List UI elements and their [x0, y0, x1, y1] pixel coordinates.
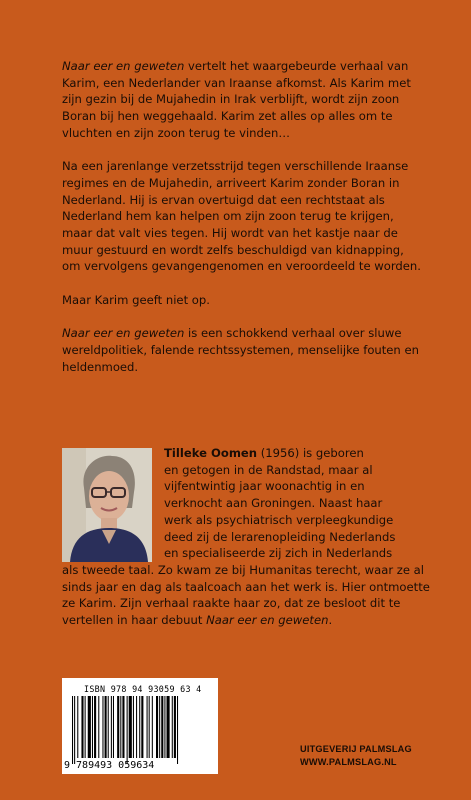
publisher-url: WWW.PALMSLAG.NL: [300, 756, 397, 767]
isbn-label: ISBN 978 94 93059 63 4: [84, 684, 202, 694]
book-title: Naar eer en geweten: [62, 59, 185, 73]
publisher-name: UITGEVERIJ PALMSLAG: [300, 744, 412, 754]
bio-line-2: en getogen in de Randstad, maar al: [164, 462, 373, 477]
blurb: [62, 58, 422, 392]
barcode-digits: 9 789493 059634: [64, 760, 155, 771]
blurb-paragraph-3: Maar Karim geeft niet op.: [62, 292, 210, 307]
bio-line-4: verknocht aan Groningen. Naast haar: [164, 496, 383, 511]
book-title: Naar eer en geweten: [62, 326, 185, 341]
bio-line-6: deed zij de lerarenopleiding Nederlands: [164, 529, 396, 544]
bio-rest: als tweede taal. Zo kwam ze bij Humanitas terecht, waar ze al sinds jaar en dag als taalcoach aan het werk is. Hier ontmoette ze Karim. Zijn verhaal raakte haar zo, dat ze besloot dit te vertellen in haar debuut Naar eer en geweten.: [62, 562, 430, 628]
bio-line-5: werk als psychiatrisch verpleegkundige: [164, 512, 394, 527]
book-title: Naar eer en geweten: [206, 613, 329, 628]
bio-line-7: en specialiseerde zij zich in Nederlands: [164, 546, 393, 561]
bio-line-3: vijfentwintig jaar woonachtig in en: [164, 479, 365, 494]
author-bio: [62, 445, 430, 629]
barcode-bars: [68, 696, 212, 764]
blurb-paragraph-4: Naar eer en geweten is een schokkend verhaal over sluwe wereldpolitiek, falende rechtssystemen, menselijke fouten en heldenmoed.: [62, 326, 419, 374]
bio-line-1: Tilleke Oomen (1956) is geboren: [164, 446, 364, 460]
publisher-info: [300, 743, 450, 768]
blurb-paragraph-1: Naar eer en geweten vertelt het waargebeurde verhaal van Karim, een Nederlander van Iraanse afkomst. Als Karim met zijn gezin bij de Mujahedin in Irak verblijft, wordt zijn zoon Boran bij hen weggehaald. Karim zet alles op alles om te vluchten en zijn zoon terug te vinden…: [62, 59, 411, 140]
isbn-barcode: [62, 678, 218, 774]
blurb-paragraph-2: Na een jarenlange verzetsstrijd tegen verschillende Iraanse regimes en de Mujahedin, arriveert Karim zonder Boran in Nederland. Hij is ervan overtuigd dat een rechtstaat als Nederland hem kan helpen om zijn zoon terug te krijgen, maar dat valt vies tegen. Hij wordt van het kastje naar de muur gestuurd en wordt zelfs beschuldigd van kidnapping, om vervolgens gevangengenomen en veroordeeld te worden.: [62, 159, 421, 274]
author-name: Tilleke Oomen: [164, 446, 258, 460]
